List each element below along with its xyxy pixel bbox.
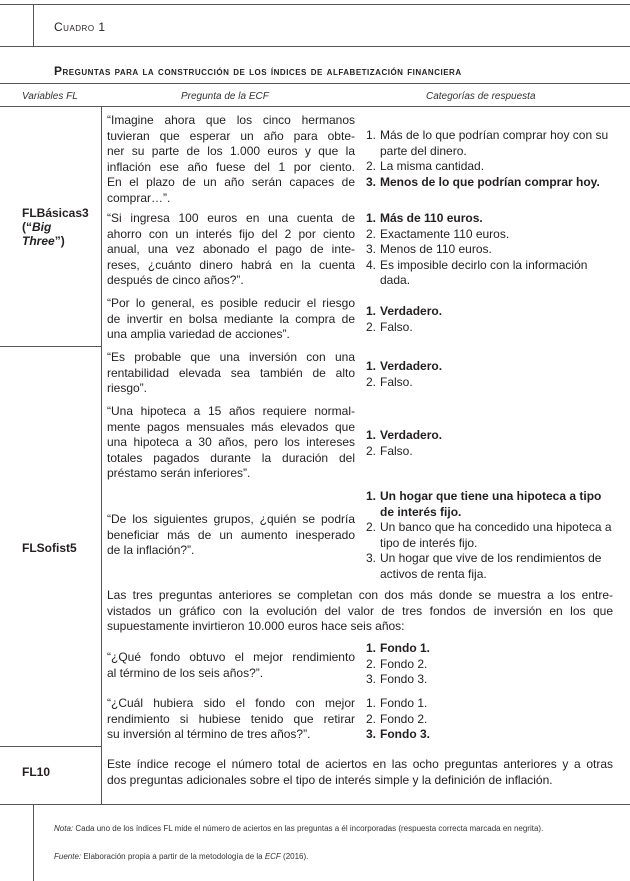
answer-text: Más de 110 euros. xyxy=(380,211,483,225)
answers-5 xyxy=(366,428,616,459)
answer-item xyxy=(366,672,616,688)
label-three: Three xyxy=(22,234,55,248)
question-line: de invertir en bolsa mediante la compra de xyxy=(107,311,355,326)
question-line: ahorro con un interés fijo del 2 por ciento xyxy=(107,226,355,241)
question-line: “Por lo general, es posible reducir el riesgo xyxy=(107,296,355,310)
answer-number: 1. xyxy=(366,489,377,503)
question-line: préstamo serán inferiores”. xyxy=(107,466,251,480)
question-line: “Si ingresa 100 euros en una cuenta de xyxy=(107,211,355,225)
header-bottom-rule xyxy=(0,106,630,107)
question-8 xyxy=(107,696,355,743)
question-line: inflación ese año fuese del 1 por ciento. xyxy=(107,159,355,174)
answer-text: Fondo 1. xyxy=(380,641,430,655)
note-label: Nota: xyxy=(54,824,74,833)
box-left-rule xyxy=(33,4,34,46)
answer-number: 2. xyxy=(366,711,377,726)
question-line: riesgo”. xyxy=(107,381,148,395)
column-rule-1 xyxy=(101,106,102,346)
answer-text: Es imposible decirlo con la información dada. xyxy=(380,257,588,287)
answer-item xyxy=(366,444,616,460)
answer-item-correct xyxy=(366,211,616,227)
answer-item-correct xyxy=(366,175,616,191)
table-bottom-rule xyxy=(0,804,630,805)
answer-number: 1. xyxy=(366,428,377,442)
answer-text: Menos de 110 euros. xyxy=(380,242,492,256)
source-text: Elaboración propia a partir de la metodología de la xyxy=(81,852,265,861)
answer-item-correct xyxy=(366,428,616,444)
answer-item xyxy=(366,258,616,289)
answers-4 xyxy=(366,359,616,390)
answer-item xyxy=(366,696,616,712)
paragraph-line: supuestamente invirtieron 10.000 euros hace seis años: xyxy=(107,619,405,633)
answer-number: 1. xyxy=(366,211,377,225)
answer-text: Verdadero. xyxy=(380,359,443,373)
question-line: comprar…”. xyxy=(107,190,171,205)
answer-text: Exactamente 110 euros. xyxy=(380,226,510,241)
column-rule-3 xyxy=(101,746,102,804)
answer-item xyxy=(366,128,616,159)
answer-item xyxy=(366,242,616,258)
answer-number: 3. xyxy=(366,174,377,189)
answer-number: 1. xyxy=(366,696,377,710)
answer-number: 3. xyxy=(366,242,377,256)
answer-number: 2. xyxy=(366,656,377,671)
answer-text: Verdadero. xyxy=(380,428,443,442)
answer-number: 2. xyxy=(366,319,377,334)
question-line: totales pagados durante la duración del xyxy=(107,450,355,465)
box-bottom-rule xyxy=(0,46,630,47)
table-note xyxy=(54,823,616,835)
question-4 xyxy=(107,350,355,397)
label-flsofist5: FLSofist5 xyxy=(22,541,77,555)
answer-item-correct xyxy=(366,489,616,520)
question-line: su inversión al término de tres años?”. xyxy=(107,727,311,741)
answer-item xyxy=(366,712,616,728)
answer-text: Fondo 3. xyxy=(380,672,428,686)
question-2 xyxy=(107,211,355,289)
question-line: En el plazo de un año serán capaces de xyxy=(107,175,355,189)
label-fl10: FL10 xyxy=(22,765,51,779)
answer-text: Un hogar que tiene una hipoteca a tipo de interés fijo. xyxy=(380,489,602,519)
answers-3 xyxy=(366,304,616,335)
answer-text: Verdadero. xyxy=(380,304,443,318)
question-line: rentabilidad elevada sea también de alto xyxy=(107,365,355,380)
notes-left-rule xyxy=(33,804,34,881)
answer-text: Falso. xyxy=(380,443,413,458)
answer-item xyxy=(366,159,616,175)
answer-text: Fondo 2. xyxy=(380,656,428,671)
question-7 xyxy=(107,650,355,681)
question-line: una hipoteca a 30 años, pero los intereses xyxy=(107,435,355,449)
answer-item-correct xyxy=(366,304,616,320)
label-flbasicas3-main: FLBásicas3 xyxy=(22,206,89,220)
answer-text: La misma cantidad. xyxy=(380,159,485,173)
answer-text: Fondo 3. xyxy=(380,727,430,741)
table-source xyxy=(54,851,616,863)
question-line: anual, una vez abonado el pago de inte- xyxy=(107,242,355,256)
fl10-description xyxy=(107,757,613,788)
answer-number: 1. xyxy=(366,641,377,655)
label-close-quote: ”) xyxy=(54,234,65,248)
section-rule-2 xyxy=(0,746,102,747)
answer-item-correct xyxy=(366,641,616,657)
question-line: “Es probable que una inversión con una xyxy=(107,350,355,364)
intro-paragraph xyxy=(107,588,613,635)
answers-7 xyxy=(366,641,616,688)
section-rule-1 xyxy=(0,346,102,347)
answer-text: Menos de lo que podrían comprar hoy. xyxy=(380,174,600,189)
answer-text: Un hogar que vive de los rendimientos de activos de renta fija. xyxy=(380,551,602,581)
answer-text: Un banco que ha concedido una hipoteca a tipo de interés fijo. xyxy=(380,520,612,550)
answer-number: 1. xyxy=(366,128,377,142)
answers-6 xyxy=(366,489,616,582)
answer-number: 2. xyxy=(366,159,377,173)
answer-number: 1. xyxy=(366,304,377,318)
question-line: tuvieran que esperar un año para obte- xyxy=(107,128,355,143)
answer-item xyxy=(366,551,616,582)
answer-number: 2. xyxy=(366,374,377,389)
question-line: “De los siguientes grupos, ¿quién se podría xyxy=(107,512,355,526)
question-line: “Una hipoteca a 15 años requiere normal- xyxy=(107,404,355,418)
box-label: Cuadro 1 xyxy=(54,20,106,34)
answer-text: Más de lo que podrían comprar hoy con su parte del dinero. xyxy=(380,128,609,158)
paragraph-line: Este índice recoge el número total de aciertos en las ocho preguntas anteriores y a otras xyxy=(107,757,613,771)
column-rule-2 xyxy=(101,346,102,746)
answer-item xyxy=(366,657,616,673)
question-line: al término de los seis años?”. xyxy=(107,665,264,680)
label-open-quote: (“ xyxy=(22,220,32,234)
header-categories: Categorías de respuesta xyxy=(426,91,536,102)
question-line: una amplia variedad de acciones”. xyxy=(107,327,290,341)
header-variables: Variables FL xyxy=(22,91,78,102)
answers-8 xyxy=(366,696,616,743)
answer-item-correct xyxy=(366,359,616,375)
note-text: Cada uno de los índices FL mide el número de aciertos en las preguntas a él incorporadas (respuesta correcta marcada en negrita). xyxy=(73,824,544,833)
answer-number: 2. xyxy=(366,520,377,534)
top-rule xyxy=(0,4,630,5)
paragraph-line: vistados un gráfico con la evolución del valor de tres fondos de inversión en los que xyxy=(107,603,613,618)
answer-item xyxy=(366,227,616,243)
answer-number: 2. xyxy=(366,226,377,241)
answer-number: 4. xyxy=(366,257,377,272)
answer-text: Falso. xyxy=(380,319,413,334)
answer-text: Fondo 2. xyxy=(380,711,428,726)
source-ecf: ECF xyxy=(264,852,281,861)
answer-number: 2. xyxy=(366,443,377,458)
answer-number: 3. xyxy=(366,551,377,565)
table-title: Preguntas para la construcción de los índices de alfabetización financiera xyxy=(54,64,462,78)
header-question: Pregunta de la ECF xyxy=(181,91,269,102)
question-line: “¿Qué fondo obtuvo el mejor rendimiento xyxy=(107,650,355,664)
answer-item xyxy=(366,520,616,551)
question-5 xyxy=(107,404,355,482)
question-line: beneficiar más de un aumento inesperado xyxy=(107,527,355,542)
question-line: reses, ¿cuánto dinero habrá en la cuenta xyxy=(107,257,355,272)
answer-text: Fondo 1. xyxy=(380,696,428,710)
answer-number: 1. xyxy=(366,359,377,373)
header-top-rule xyxy=(0,83,630,84)
label-big: Big xyxy=(32,220,52,234)
question-6 xyxy=(107,512,355,559)
question-1 xyxy=(107,113,355,206)
question-line: “¿Cuál hubiera sido el fondo con mejor xyxy=(107,696,355,710)
source-label: Fuente: xyxy=(54,852,82,861)
answer-item xyxy=(366,375,616,391)
answers-2 xyxy=(366,211,616,289)
paragraph-line: Las tres preguntas anteriores se completan con dos más donde se muestra a los entre- xyxy=(107,588,613,602)
source-year: (2016). xyxy=(280,852,309,861)
question-line: después de cinco años?”. xyxy=(107,273,244,287)
answer-text: Falso. xyxy=(380,374,413,389)
question-line: de la inflación?”. xyxy=(107,543,195,557)
answers-1 xyxy=(366,128,616,190)
question-3 xyxy=(107,296,355,343)
question-line: “Imagine ahora que los cinco hermanos xyxy=(107,113,355,127)
answer-number: 3. xyxy=(366,672,377,686)
paragraph-line: dos preguntas adicionales sobre el tipo de interés simple y la definición de inflación. xyxy=(107,772,553,787)
answer-item xyxy=(366,320,616,336)
label-flbasicas3 xyxy=(22,206,89,248)
question-line: mente pagos mensuales más elevados que xyxy=(107,419,355,434)
question-line: rendimiento si hubiese tenido que retirar xyxy=(107,711,355,726)
answer-item-correct xyxy=(366,727,616,743)
question-line: ner su parte de los 1.000 euros y que la xyxy=(107,144,355,158)
answer-number: 3. xyxy=(366,727,377,741)
